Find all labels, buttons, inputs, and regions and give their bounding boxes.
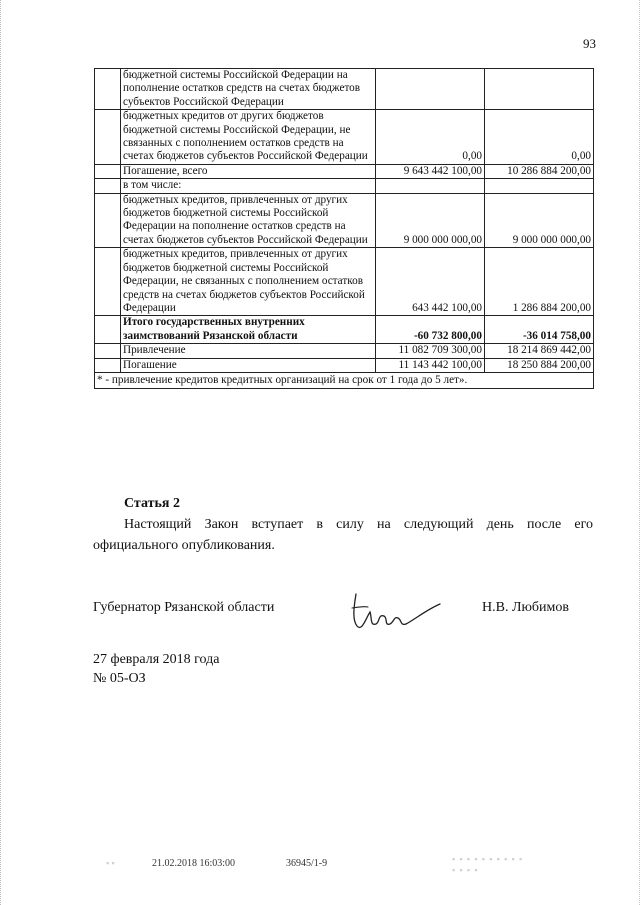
row-value-2018: 9 000 000 000,00: [485, 193, 594, 248]
row-marker-cell: [95, 344, 121, 358]
row-value-2018: [485, 69, 594, 110]
article-title: Статья 2: [124, 496, 180, 511]
budget-table-body: [95, 69, 594, 373]
governor-title: Губернатор Рязанской области: [93, 600, 275, 615]
row-marker-cell: [95, 110, 121, 165]
article-text: Настоящий Закон вступает в силу на следующий день после его официального опубликования.: [93, 517, 593, 553]
table-row: [95, 193, 594, 248]
table-row: [95, 110, 594, 165]
table-row: [95, 248, 594, 316]
table-row: [95, 344, 594, 358]
row-value-2017: [376, 69, 485, 110]
row-value-2018: 18 214 869 442,00: [485, 344, 594, 358]
table-footnote-row: [95, 372, 594, 388]
governor-name: Н.В. Любимов: [482, 600, 569, 615]
row-label-cell: бюджетных кредитов, привлеченных от других бюджетов бюджетной системы Российской Федерации, не связанных с пополнением остатков средств на счетах бюджетов субъектов Российской Федерации: [121, 248, 376, 316]
footer-faded-text: ▪ ▪ ▪ ▪ ▪ ▪ ▪ ▪ ▪ ▪ ▪ ▪ ▪ ▪: [452, 854, 524, 875]
row-label-cell: бюджетных кредитов, привлеченных от других бюджетов бюджетной системы Российской Федерации на пополнение остатков средств на счетах бюджетов субъектов Российской Федерации: [121, 193, 376, 248]
row-label-cell: бюджетных кредитов от других бюджетов бюджетной системы Российской Федерации, не связанных с пополнением остатков средств на счетах бюджетов субъектов Российской Федерации: [121, 110, 376, 165]
document-number: № 05-ОЗ: [93, 671, 146, 686]
table-footnote: * - привлечение кредитов кредитных организаций на срок от 1 года до 5 лет».: [95, 372, 594, 388]
table-row: [95, 358, 594, 372]
budget-table: [94, 68, 594, 389]
row-marker-cell: [95, 248, 121, 316]
row-label-cell: в том числе:: [121, 179, 376, 193]
scan-edge-left: [0, 0, 4, 905]
row-value-2018: 0,00: [485, 110, 594, 165]
row-value-2017: 0,00: [376, 110, 485, 165]
document-date-number: [93, 650, 220, 688]
row-label-cell: Погашение, всего: [121, 164, 376, 178]
table-row: [95, 179, 594, 193]
row-value-2017: [376, 179, 485, 193]
row-value-2018: 18 250 884 200,00: [485, 358, 594, 372]
row-value-2018: 1 286 884 200,00: [485, 248, 594, 316]
footer-faded-mark: ▪ ▪: [106, 858, 115, 868]
document-date: 27 февраля 2018 года: [93, 652, 220, 667]
row-value-2017: 9 000 000 000,00: [376, 193, 485, 248]
row-value-2017: 11 082 709 300,00: [376, 344, 485, 358]
row-marker-cell: [95, 164, 121, 178]
row-value-2017: 9 643 442 100,00: [376, 164, 485, 178]
footer-document-code: 36945/1-9: [286, 858, 328, 869]
row-value-2018: [485, 179, 594, 193]
table-row: [95, 164, 594, 178]
scan-edge-right: [636, 0, 640, 905]
row-value-2017: 643 442 100,00: [376, 248, 485, 316]
row-value-2018: -36 014 758,00: [485, 316, 594, 344]
row-value-2017: -60 732 800,00: [376, 316, 485, 344]
row-value-2018: 10 286 884 200,00: [485, 164, 594, 178]
row-label-cell: бюджетной системы Российской Федерации на пополнение остатков средств на счетах бюджетов субъектов Российской Федерации: [121, 69, 376, 110]
row-label-cell: Итого государственных внутренних заимствований Рязанской области: [121, 316, 376, 344]
row-marker-cell: [95, 179, 121, 193]
row-marker-cell: [95, 193, 121, 248]
row-label-cell: Привлечение: [121, 344, 376, 358]
handwritten-signature: [348, 588, 444, 636]
row-marker-cell: [95, 358, 121, 372]
row-marker-cell: [95, 69, 121, 110]
row-value-2017: 11 143 442 100,00: [376, 358, 485, 372]
table-row: [95, 69, 594, 110]
row-marker-cell: [95, 316, 121, 344]
footer-timestamp: 21.02.2018 16:03:00: [152, 858, 236, 869]
page-number: 93: [583, 36, 596, 51]
table-row: [95, 316, 594, 344]
row-label-cell: Погашение: [121, 358, 376, 372]
